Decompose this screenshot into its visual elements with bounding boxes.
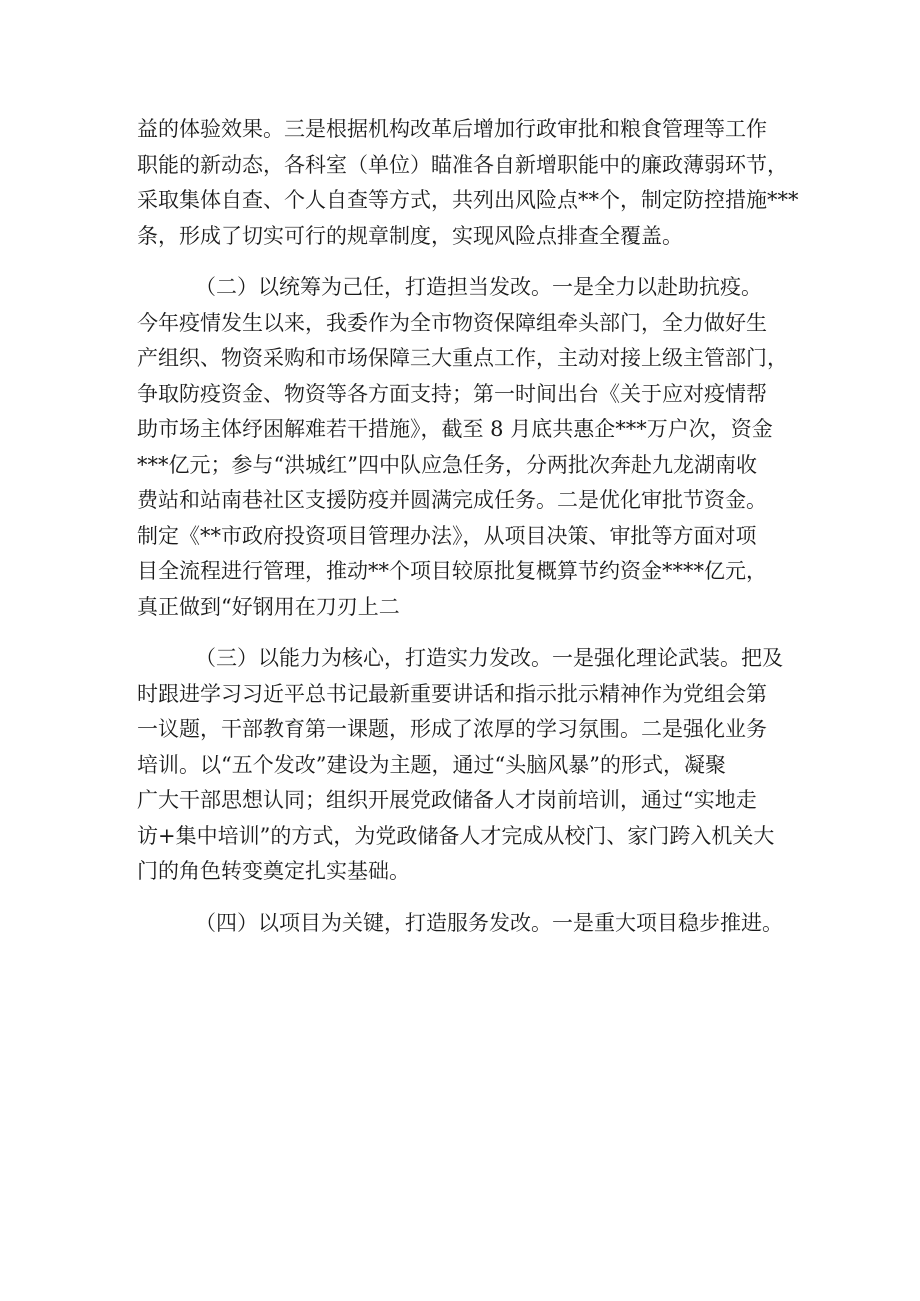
text-line: 访+集中培训”的方式，为党政储备人才完成从校门、家门跨入机关大 (137, 823, 775, 848)
text-line: 益的体验效果。三是根据机构改革后增加行政审批和粮食管理等工作 (137, 117, 767, 141)
text-line: 一议题，干部教育第一课题，形成了浓厚的学习氛围。二是强化业务 (137, 717, 767, 741)
text-line: 条，形成了切实可行的规章制度，实现风险点排查全覆盖。 (137, 223, 683, 248)
text-line: 争取防疫资金、物资等各方面支持；第一时间出台《关于应对疫情帮 (137, 381, 767, 406)
text-line: 培训。以“五个发改”建设为主题，通过“头脑风暴”的形式，凝聚 (137, 752, 726, 777)
section-heading-line: （三）以能力为核心，打造实力发改。一是强化理论武装。把及 (195, 646, 783, 670)
paragraph-spacer (137, 254, 821, 270)
text-line: 时跟进学习习近平总书记最新重要讲话和指示批示精神作为党组会第 (137, 681, 767, 706)
text-line: 助市场主体纾困解难若干措施》，截至 8 月底共惠企***万户次，资金 (137, 417, 773, 441)
document-body (137, 112, 821, 941)
text-line: 费站和站南巷社区支援防疫并圆满完成任务。二是优化审批节资金。 (137, 488, 767, 512)
text-line: 职能的新动态，各科室（单位）瞄准各自新增职能中的廉政薄弱环节， (137, 152, 788, 177)
paragraph-spacer (137, 625, 821, 641)
text-line: 目全流程进行管理，推动**个项目较原批复概算节约资金****亿元， (137, 559, 767, 583)
section-heading-line: （二）以统筹为己任，打造担当发改。一是全力以赴助抗疫。 (195, 275, 762, 299)
paragraph-2 (137, 270, 821, 625)
text-line: 制定《**市政府投资项目管理办法》，从项目决策、审批等方面对项 (137, 523, 757, 548)
section-heading-line: （四）以项目为关键，打造服务发改。一是重大项目稳步推进。 (195, 910, 783, 935)
paragraph-spacer (137, 890, 821, 906)
text-line: ***亿元；参与“洪城红”四中队应急任务，分两批次奔赴九龙湖南收 (137, 452, 757, 477)
paragraph-4 (137, 906, 821, 942)
text-line: 真正做到“好钢用在刀刃上二 (137, 594, 400, 619)
text-line: 门的角色转变奠定扎实基础。 (137, 859, 410, 883)
paragraph-3 (137, 641, 821, 890)
text-line: 广大干部思想认同；组织开展党政储备人才岗前培训，通过“实地走 (137, 788, 757, 812)
text-line: 今年疫情发生以来，我委作为全市物资保障组牵头部门，全力做好生 (137, 310, 767, 335)
text-line: 产组织、物资采购和市场保障三大重点工作，主动对接上级主管部门， (137, 346, 788, 370)
text-line: 采取集体自查、个人自查等方式，共列出风险点**个，制定防控措施*** (137, 188, 799, 212)
paragraph-1 (137, 112, 821, 254)
